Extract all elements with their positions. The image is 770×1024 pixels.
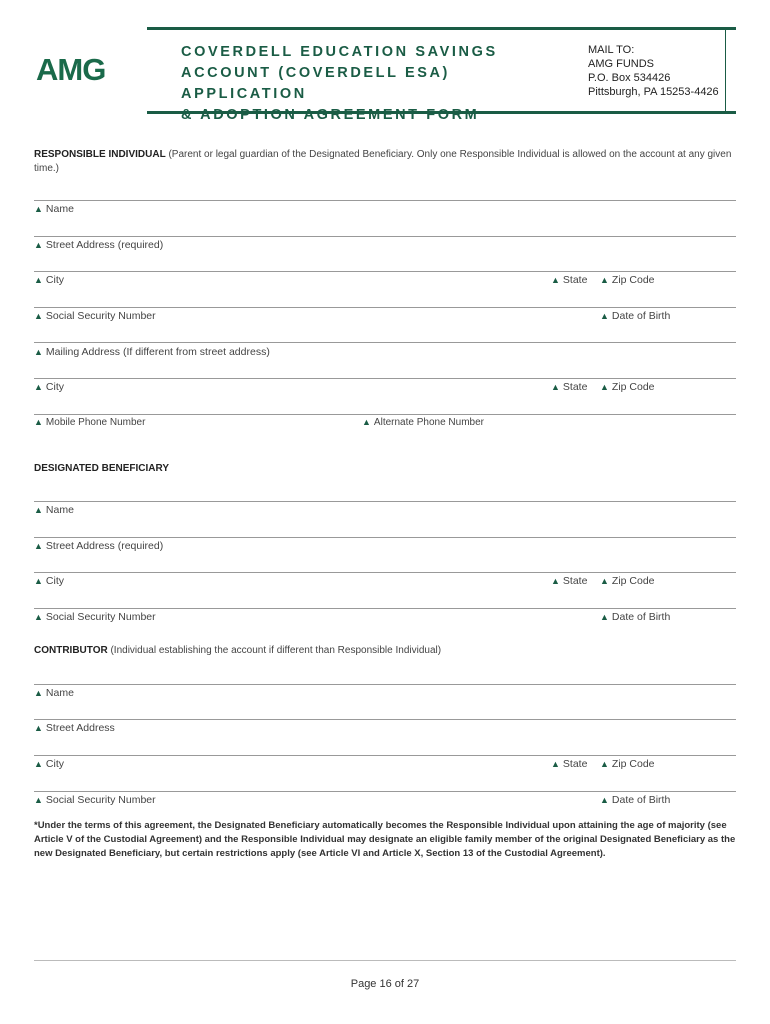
triangle-icon: ▲ — [34, 204, 43, 214]
con-dob-label: ▲ Date of Birth — [600, 794, 671, 806]
ben-name-field-line[interactable] — [34, 501, 736, 502]
form-header — [147, 27, 736, 123]
ben-ssn-field-line[interactable] — [34, 608, 736, 609]
footer-divider — [34, 960, 736, 961]
page-number: Page 16 of 27 — [350, 978, 420, 990]
con-name-field-line[interactable] — [34, 684, 736, 685]
title-line-2: ACCOUNT (COVERDELL ESA) APPLICATION — [181, 65, 450, 102]
triangle-icon: ▲ — [362, 417, 371, 427]
state-label: ▲ State — [551, 274, 588, 286]
contributor-heading: CONTRIBUTOR — [34, 645, 108, 656]
contributor-desc: (Individual establishing the account if different than Responsible Individual) — [107, 645, 442, 656]
triangle-icon: ▲ — [600, 795, 609, 805]
dob-label: ▲ Date of Birth — [600, 310, 671, 322]
ben-city-field-line[interactable] — [34, 572, 736, 573]
mail-to-po-box: P.O. Box 534426 — [588, 72, 671, 84]
responsible-desc: (Parent or legal guardian of the Designated Beneficiary. Only one Responsible Individual is allowed on the account at any given time.) — [34, 149, 732, 174]
mail-to-company: AMG FUNDS — [588, 58, 654, 70]
triangle-icon: ▲ — [34, 576, 43, 586]
city2-label: ▲ City — [34, 381, 65, 393]
con-ssn-label: ▲ Social Security Number — [34, 794, 156, 806]
mailing-label: ▲ Mailing Address (If different from street address) — [34, 346, 270, 358]
triangle-icon: ▲ — [34, 382, 43, 392]
alt-phone-label: ▲ Alternate Phone Number — [362, 417, 484, 428]
triangle-icon: ▲ — [551, 759, 560, 769]
triangle-icon: ▲ — [600, 275, 609, 285]
ben-dob-label: ▲ Date of Birth — [600, 611, 671, 623]
con-state-label: ▲ State — [551, 758, 588, 770]
triangle-icon: ▲ — [34, 541, 43, 551]
triangle-icon: ▲ — [34, 347, 43, 357]
triangle-icon: ▲ — [34, 417, 43, 427]
con-city-label: ▲ City — [34, 758, 65, 770]
mailing-field-line[interactable] — [34, 342, 736, 343]
ben-city-label: ▲ City — [34, 575, 65, 587]
ben-state-label: ▲ State — [551, 575, 588, 587]
mobile-label: ▲ Mobile Phone Number — [34, 417, 146, 428]
triangle-icon: ▲ — [34, 311, 43, 321]
phone-field-line[interactable] — [34, 414, 736, 415]
zip2-label: ▲ Zip Code — [600, 381, 655, 393]
triangle-icon: ▲ — [34, 240, 43, 250]
form-title — [181, 42, 581, 126]
triangle-icon: ▲ — [34, 612, 43, 622]
triangle-icon: ▲ — [600, 576, 609, 586]
ssn-label: ▲ Social Security Number — [34, 310, 156, 322]
header-divider — [725, 30, 726, 111]
name-field-line[interactable] — [34, 200, 736, 201]
triangle-icon: ▲ — [34, 688, 43, 698]
contributor-intro — [34, 645, 441, 656]
city-label: ▲ City — [34, 274, 65, 286]
ben-street-field-line[interactable] — [34, 537, 736, 538]
con-ssn-field-line[interactable] — [34, 791, 736, 792]
triangle-icon: ▲ — [551, 576, 560, 586]
con-street-field-line[interactable] — [34, 719, 736, 720]
con-name-label: ▲ Name — [34, 687, 74, 699]
triangle-icon: ▲ — [34, 795, 43, 805]
responsible-intro — [34, 148, 734, 176]
mail-to-label: MAIL TO: — [588, 44, 635, 56]
triangle-icon: ▲ — [551, 382, 560, 392]
ssn-field-line[interactable] — [34, 307, 736, 308]
title-line-1: COVERDELL EDUCATION SAVINGS — [181, 44, 498, 60]
triangle-icon: ▲ — [600, 382, 609, 392]
responsible-heading: RESPONSIBLE INDIVIDUAL — [34, 149, 166, 160]
mail-to-city: Pittsburgh, PA 15253-4426 — [588, 86, 719, 98]
amg-logo: AMG — [36, 52, 106, 87]
city-field-line[interactable] — [34, 271, 736, 272]
name-label: ▲ Name — [34, 203, 74, 215]
triangle-icon: ▲ — [551, 275, 560, 285]
title-line-3: & ADOPTION AGREEMENT FORM — [181, 107, 480, 123]
triangle-icon: ▲ — [34, 759, 43, 769]
triangle-icon: ▲ — [600, 759, 609, 769]
con-zip-label: ▲ Zip Code — [600, 758, 655, 770]
triangle-icon: ▲ — [34, 723, 43, 733]
street-label: ▲ Street Address (required) — [34, 239, 164, 251]
state2-label: ▲ State — [551, 381, 588, 393]
beneficiary-heading: DESIGNATED BENEFICIARY — [34, 463, 170, 474]
mail-to-address — [588, 43, 719, 99]
con-street-label: ▲ Street Address — [34, 722, 115, 734]
zip-label: ▲ Zip Code — [600, 274, 655, 286]
ben-zip-label: ▲ Zip Code — [600, 575, 655, 587]
con-city-field-line[interactable] — [34, 755, 736, 756]
triangle-icon: ▲ — [34, 505, 43, 515]
triangle-icon: ▲ — [600, 311, 609, 321]
triangle-icon: ▲ — [600, 612, 609, 622]
ben-street-label: ▲ Street Address (required) — [34, 540, 164, 552]
triangle-icon: ▲ — [34, 275, 43, 285]
ben-name-label: ▲ Name — [34, 504, 74, 516]
ben-ssn-label: ▲ Social Security Number — [34, 611, 156, 623]
city2-field-line[interactable] — [34, 378, 736, 379]
terms-note: *Under the terms of this agreement, the Designated Beneficiary automatically becomes the Responsible Individual upon attaining the age of majority (see Article V of the Custodial Agreement) and the Responsible Individual may designate an eligible family member of the original Designated Beneficiary as the new Designated Beneficiary, but certain restrictions apply (see Article VI and Article X, Section 13 of the Custodial Agreement). — [34, 820, 736, 859]
street-field-line[interactable] — [34, 236, 736, 237]
